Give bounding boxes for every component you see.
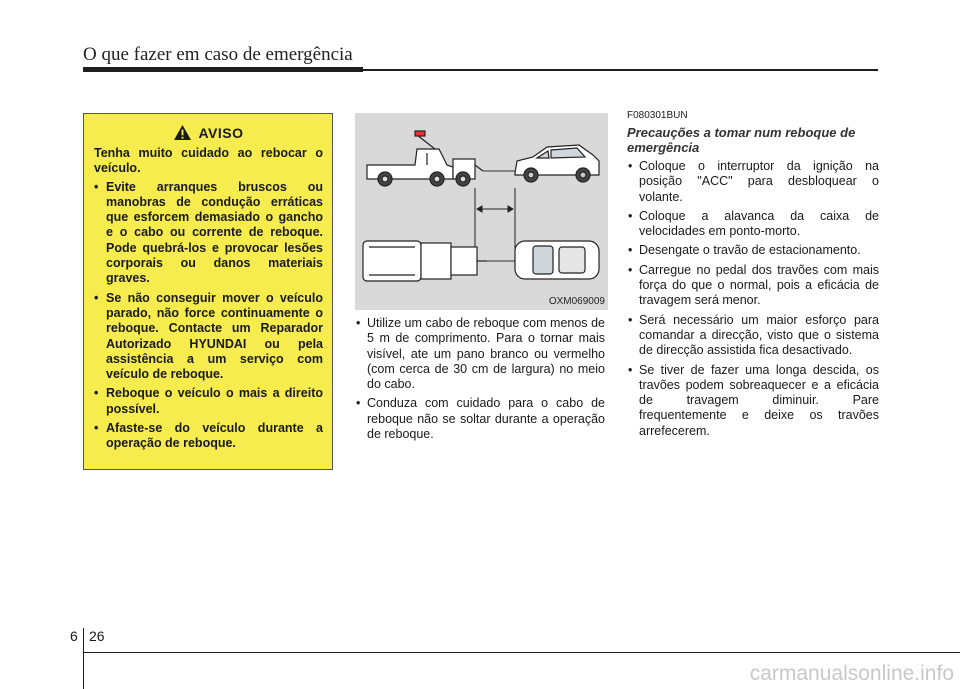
header-rule-thin bbox=[363, 69, 878, 71]
suv-side bbox=[515, 145, 599, 182]
warning-item: • Afaste-se do veículo durante a operação de reboque. bbox=[94, 421, 323, 452]
warning-intro: Tenha muito cuidado ao rebocar o veículo. bbox=[94, 146, 323, 176]
section-heading: Precauções a tomar num reboque de emergência bbox=[627, 125, 856, 155]
figure-code: OXM069009 bbox=[548, 296, 605, 307]
warning-triangle-icon bbox=[173, 124, 192, 141]
precaution-item: • Carregue no pedal dos travões com mais força do que o normal, pois a eficácia de travagem será menor. bbox=[627, 263, 879, 309]
precaution-item: • Se tiver de fazer uma longa descida, os travões podem sobreaquecer e a eficácia de travagem diminuir. Pare frequentemente e deixe os travões arrefecerem. bbox=[627, 363, 879, 439]
page-number: 26 bbox=[89, 628, 105, 644]
towing-instructions-list bbox=[355, 316, 605, 446]
tow-truck-side bbox=[367, 131, 483, 186]
precaution-item: • Coloque a alavanca da caixa de velocidades em ponto-morto. bbox=[627, 209, 879, 240]
instruction-item: • Utilize um cabo de reboque com menos de 5 m de comprimento. Para o tornar mais visível, ate um pano branco ou vermelho (com cerca de 30 cm de largura) no meio do cabo. bbox=[355, 316, 605, 392]
header-rule-thick bbox=[83, 67, 363, 72]
precaution-item: • Coloque o interruptor da ignição na posição "ACC" para desbloquear o volante. bbox=[627, 159, 879, 205]
suv-top bbox=[515, 241, 599, 279]
watermark: carmanualsonline.info bbox=[749, 662, 954, 685]
precautions-list bbox=[627, 159, 879, 439]
distance-marker bbox=[475, 188, 515, 248]
warning-box bbox=[83, 113, 333, 470]
instruction-item: • Conduza com cuidado para o cabo de reboque não se soltar durante a operação de reboque. bbox=[355, 396, 605, 442]
tow-truck-top bbox=[363, 241, 487, 281]
footer-divider bbox=[83, 628, 84, 689]
warning-title: AVISO bbox=[198, 124, 244, 141]
precaution-item: • Será necessário um maior esforço para comandar a direcção, visto que o sistema de direcção assistida fica desactivado. bbox=[627, 313, 879, 359]
warning-item: • Se não conseguir mover o veículo parado, não force continuamente o reboque. Contacte um Reparador Autorizado HYUNDAI ou pela assistência a um serviço com veículo de reboque. bbox=[94, 291, 323, 383]
towing-illustration bbox=[355, 113, 608, 310]
precautions-section bbox=[627, 110, 879, 443]
precaution-item: • Desengate o travão de estacionamento. bbox=[627, 243, 879, 258]
warning-list bbox=[94, 180, 323, 452]
warning-item: • Reboque o veículo o mais a direito possível. bbox=[94, 386, 323, 417]
page-header-title: O que fazer em caso de emergência bbox=[83, 44, 353, 65]
towing-drawing bbox=[355, 113, 608, 310]
footer-rule bbox=[83, 652, 960, 653]
section-code: F080301BUN bbox=[627, 110, 688, 121]
warning-item: • Evite arranques bruscos ou manobras de condução erráticas que esforcem demasiado o gancho e o cabo ou corrente de reboque. Pode quebrá-los e provocar lesões corporais ou danos materiais graves. bbox=[94, 180, 323, 287]
chapter-number: 6 bbox=[70, 628, 78, 644]
warning-header bbox=[94, 124, 323, 141]
